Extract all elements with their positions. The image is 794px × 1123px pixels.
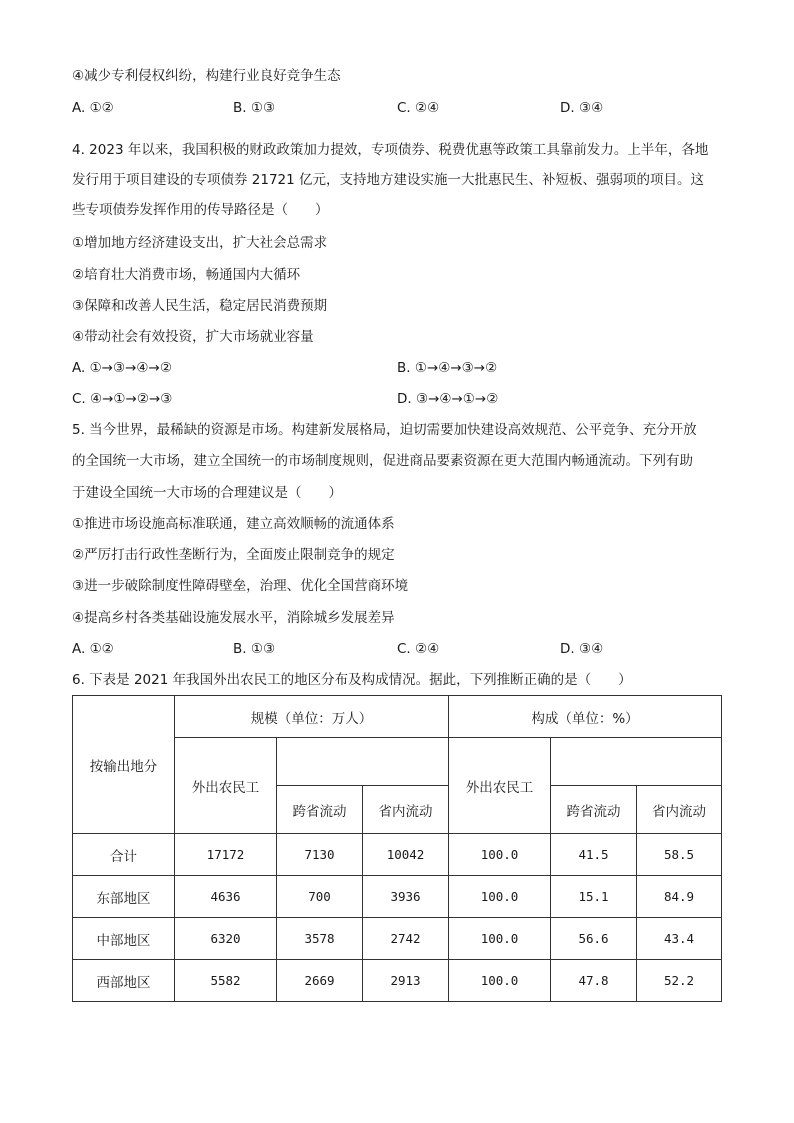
value-cell: 4636 [175,876,277,918]
table-row [73,918,722,960]
composition-total-header: 外出农民工 [449,738,551,834]
value-cell: 17172 [175,834,277,876]
q5-item-3: ③进一步破除制度性障碍壁垒，治理、优化全国营商环境 [72,578,409,594]
composition-cross-header: 跨省流动 [551,786,637,834]
value-cell: 100.0 [449,960,551,1002]
region-cell: 西部地区 [73,960,175,1002]
scale-group-header: 规模（单位：万人） [175,696,449,738]
q3-item-4: ④减少专利侵权纠纷，构建行业良好竞争生态 [72,68,341,84]
region-cell: 中部地区 [73,918,175,960]
q3-option-b: B. ①③ [233,100,276,116]
q3-option-c: C. ②④ [397,100,440,116]
q4-item-2: ②培育壮大消费市场，畅通国内大循环 [72,267,301,283]
q5-item-2: ②严厉打击行政性垄断行为，全面废止限制竞争的规定 [72,547,395,563]
value-cell: 100.0 [449,918,551,960]
value-cell: 2913 [363,960,449,1002]
value-cell: 15.1 [551,876,637,918]
q3-option-a: A. ①② [72,100,114,116]
q4-option-b: B. ①→④→③→② [397,360,498,376]
q4-stem-line-1: 4. 2023 年以来，我国积极的财政政策加力提效，专项债券、税费优惠等政策工具靠前发力。上半年，各地 [72,142,709,158]
q5-stem-line-1: 5. 当今世界，最稀缺的资源是市场。构建新发展格局，迫切需要加快建设高效规范、公平竞争、充分开放 [72,422,697,438]
value-cell: 41.5 [551,834,637,876]
scale-within-header: 省内流动 [363,786,449,834]
value-cell: 100.0 [449,876,551,918]
value-cell: 43.4 [637,918,722,960]
value-cell: 5582 [175,960,277,1002]
q5-stem-line-3: 于建设全国统一大市场的合理建议是（ ） [72,485,342,501]
value-cell: 100.0 [449,834,551,876]
q5-option-c: C. ②④ [397,641,440,657]
value-cell: 47.8 [551,960,637,1002]
q4-option-d: D. ③→④→①→② [397,391,499,407]
q5-stem-line-2: 的全国统一大市场，建立全国统一的市场制度规则，促进商品要素资源在更大范围内畅通流动。下列有助 [72,453,693,469]
q4-item-3: ③保障和改善人民生活，稳定居民消费预期 [72,298,328,314]
q4-stem-line-3: 些专项债券发挥作用的传导路径是（ ） [72,202,329,218]
q6-stem: 6. 下表是 2021 年我国外出农民工的地区分布及构成情况。据此，下列推断正确的是（ ） [72,672,632,688]
value-cell: 2742 [363,918,449,960]
scale-empty-header [277,738,449,786]
value-cell: 84.9 [637,876,722,918]
composition-group-header: 构成（单位：%） [449,696,722,738]
table-row [73,960,722,1002]
q5-item-4: ④提高乡村各类基础设施发展水平，消除城乡发展差异 [72,610,395,626]
row-header-cell: 按输出地分 [73,696,175,834]
region-cell: 合计 [73,834,175,876]
q5-option-b: B. ①③ [233,641,276,657]
q4-option-c: C. ④→①→②→③ [72,391,173,407]
q4-stem-line-2: 发行用于项目建设的专项债券 21721 亿元，支持地方建设实施一大批惠民生、补短板、强弱项的项目。这 [72,172,705,188]
value-cell: 56.6 [551,918,637,960]
value-cell: 10042 [363,834,449,876]
scale-total-header: 外出农民工 [175,738,277,834]
region-cell: 东部地区 [73,876,175,918]
q5-option-d: D. ③④ [560,641,604,657]
q4-option-a: A. ①→③→④→② [72,360,172,376]
q5-option-a: A. ①② [72,641,114,657]
value-cell: 2669 [277,960,363,1002]
composition-empty-header [551,738,722,786]
migrant-worker-table [72,695,722,1002]
q4-item-1: ①增加地方经济建设支出，扩大社会总需求 [72,235,328,251]
composition-within-header: 省内流动 [637,786,722,834]
q3-option-d: D. ③④ [560,100,604,116]
value-cell: 7130 [277,834,363,876]
value-cell: 700 [277,876,363,918]
value-cell: 3936 [363,876,449,918]
table-row [73,876,722,918]
scale-cross-header: 跨省流动 [277,786,363,834]
value-cell: 58.5 [637,834,722,876]
value-cell: 3578 [277,918,363,960]
value-cell: 6320 [175,918,277,960]
q5-item-1: ①推进市场设施高标准联通，建立高效顺畅的流通体系 [72,516,395,532]
q4-item-4: ④带动社会有效投资，扩大市场就业容量 [72,329,314,345]
table-row [73,834,722,876]
value-cell: 52.2 [637,960,722,1002]
